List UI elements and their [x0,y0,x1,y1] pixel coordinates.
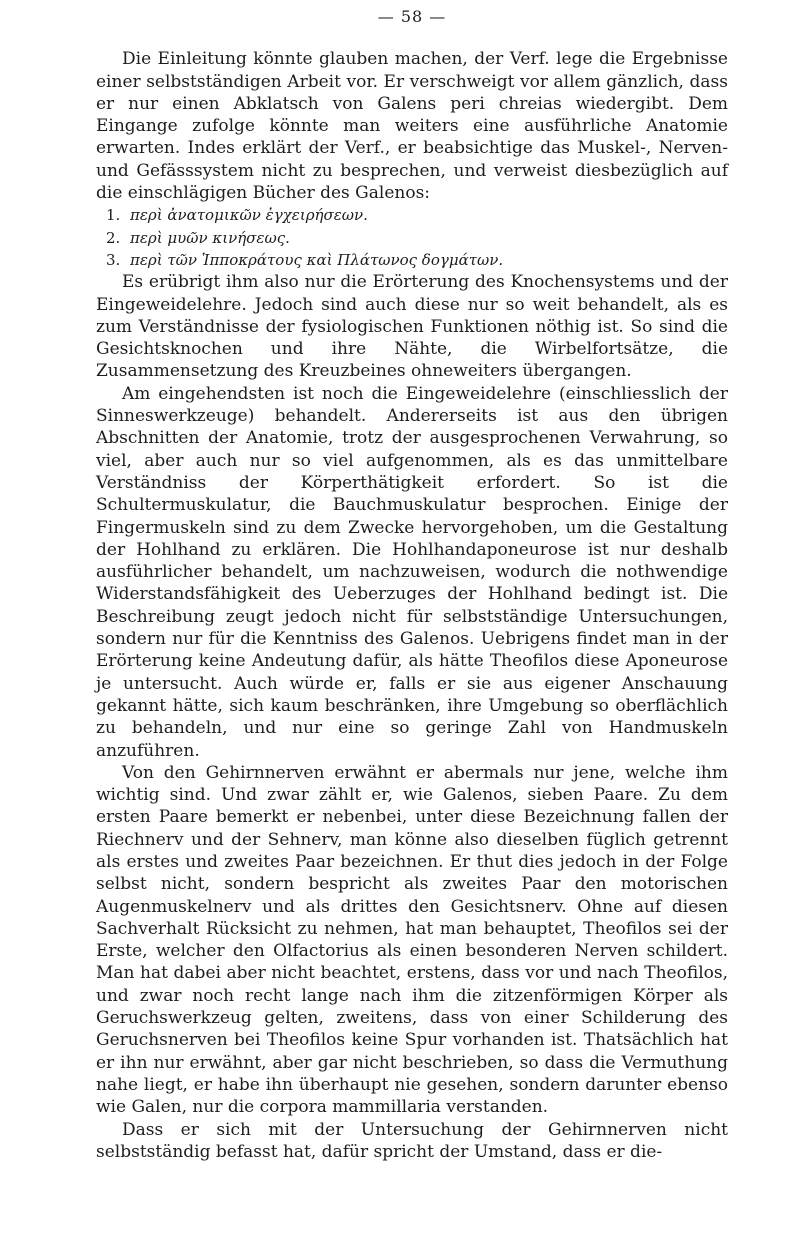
document-page [96,6,728,1163]
paragraph-gehirnnerven: Von den Gehirnnerven erwähnt er abermals nur jene, welche ihm wichtig sind. Und zwar zählt er, wie Galenos, sieben Paare. Zu dem ersten Paare bemerkt er nebenbei, unter diese Bezeichnung fallen der Riechnerv und der Sehnerv, man könne also dieselben füglich getrennt als erstes und zweites Paar bezeichnen. Er thut dies jedoch in der Folge selbst nicht, sondern bespricht als zweites Paar den motorischen Augenmuskelnerv und als drittes den Gesichtsnerv. Ohne auf diesen Sachverhalt Rücksicht zu nehmen, hat man behauptet, Theofilos sei der Erste, welcher den Olfactorius als einen besonderen Nerven schildert. Man hat dabei aber nicht beachtet, erstens, dass vor und nach Theofilos, und zwar noch recht lange nach ihm die zitzenförmigen Körper als Geruchswerkzeug gelten, zweitens, dass von einer Schilderung des Geruchsnerven bei Theofilos keine Spur vorhanden ist. Thatsächlich hat er ihn nur erwähnt, aber gar nicht beschrieben, so dass die Vermuthung nahe liegt, er habe ihn überhaupt nie gesehen, sondern darunter ebenso wie Galen, nur die corpora mammillaria verstanden. [96,762,728,1118]
book-list-item [106,204,728,226]
book-list-item [106,227,728,249]
book-list-item [106,249,728,271]
paragraph-knochensystem: Es erübrigt ihm also nur die Erörterung des Knochensystems und der Eingeweidelehre. Jedoch sind auch diese nur so weit behandelt, als es zum Verständnisse der fysiologischen Funktionen nöthig ist. So sind die Gesichtsknochen und ihre Nähte, die Wirbelfortsätze, die Zusammensetzung des Kreuzbeines ohneweiters übergangen. [96,272,728,382]
book-list [96,204,728,271]
paragraph-closing: Dass er sich mit der Untersuchung der Gehirnnerven nicht selbstständig befasst hat, dafür spricht der Umstand, dass er die- [96,1119,728,1162]
list-number: 2. [106,228,121,247]
book-title: περὶ τῶν Ἱπποκράτους καὶ Πλάτωνος δογμάτων. [130,250,504,269]
list-number: 1. [106,206,121,225]
paragraph-introduction: Die Einleitung könnte glauben machen, der Verf. lege die Ergebnisse einer selbstständigen Arbeit vor. Er verschweigt vor allem gänzlich, dass er nur einen Abklatsch von Galens peri chreias wiedergibt. Dem Eingange zufolge könnte man weiters eine ausführliche Anatomie erwarten. Indes erklärt der Verf., er beabsichtige das Muskel-, Nerven- und Gefässsystem nicht zu besprechen, und verweist diesbezüglich auf die einschlägigen Bücher des Galenos: [96,49,728,204]
book-title: περὶ μυῶν κινήσεως. [130,228,290,247]
list-number: 3. [106,250,121,269]
page-number: — 58 — [377,7,447,26]
paragraph-eingeweidelehre: Am eingehendsten ist noch die Eingeweidelehre (einschliesslich der Sinneswerkzeuge) behandelt. Andererseits ist aus den übrigen Abschnitten der Anatomie, trotz der ausgesprochenen Verwahrung, so viel, aber auch nur so viel aufgenommen, als es das unmittelbare Verständniss der Körperthätigkeit erfordert. So ist die Schultermuskulatur, die Bauchmuskulatur besprochen. Einige der Fingermuskeln sind zu dem Zwecke hervorgehoben, um die Gestaltung der Hohlhand zu erklären. Die Hohlhandaponeurose ist nur deshalb ausführlicher behandelt, um nachzuweisen, wodurch die nothwendige Widerstandsfähigkeit des Ueberzuges der Hohlhand bedingt ist. Die Beschreibung zeugt jedoch nicht für selbstständige Untersuchungen, sondern nur für die Kenntniss des Galenos. Uebrigens findet man in der Erörterung keine Andeutung dafür, als hätte Theofilos diese Aponeurose je untersucht. Auch würde er, falls er sie aus eigener Anschauung gekannt hätte, sich kaum beschränken, ihre Umgebung so oberflächlich zu behandeln, und nur eine so geringe Zahl von Handmuskeln anzuführen. [96,383,728,761]
book-title: περὶ ἀνατομικῶν ἐγχειρήσεων. [130,206,368,225]
